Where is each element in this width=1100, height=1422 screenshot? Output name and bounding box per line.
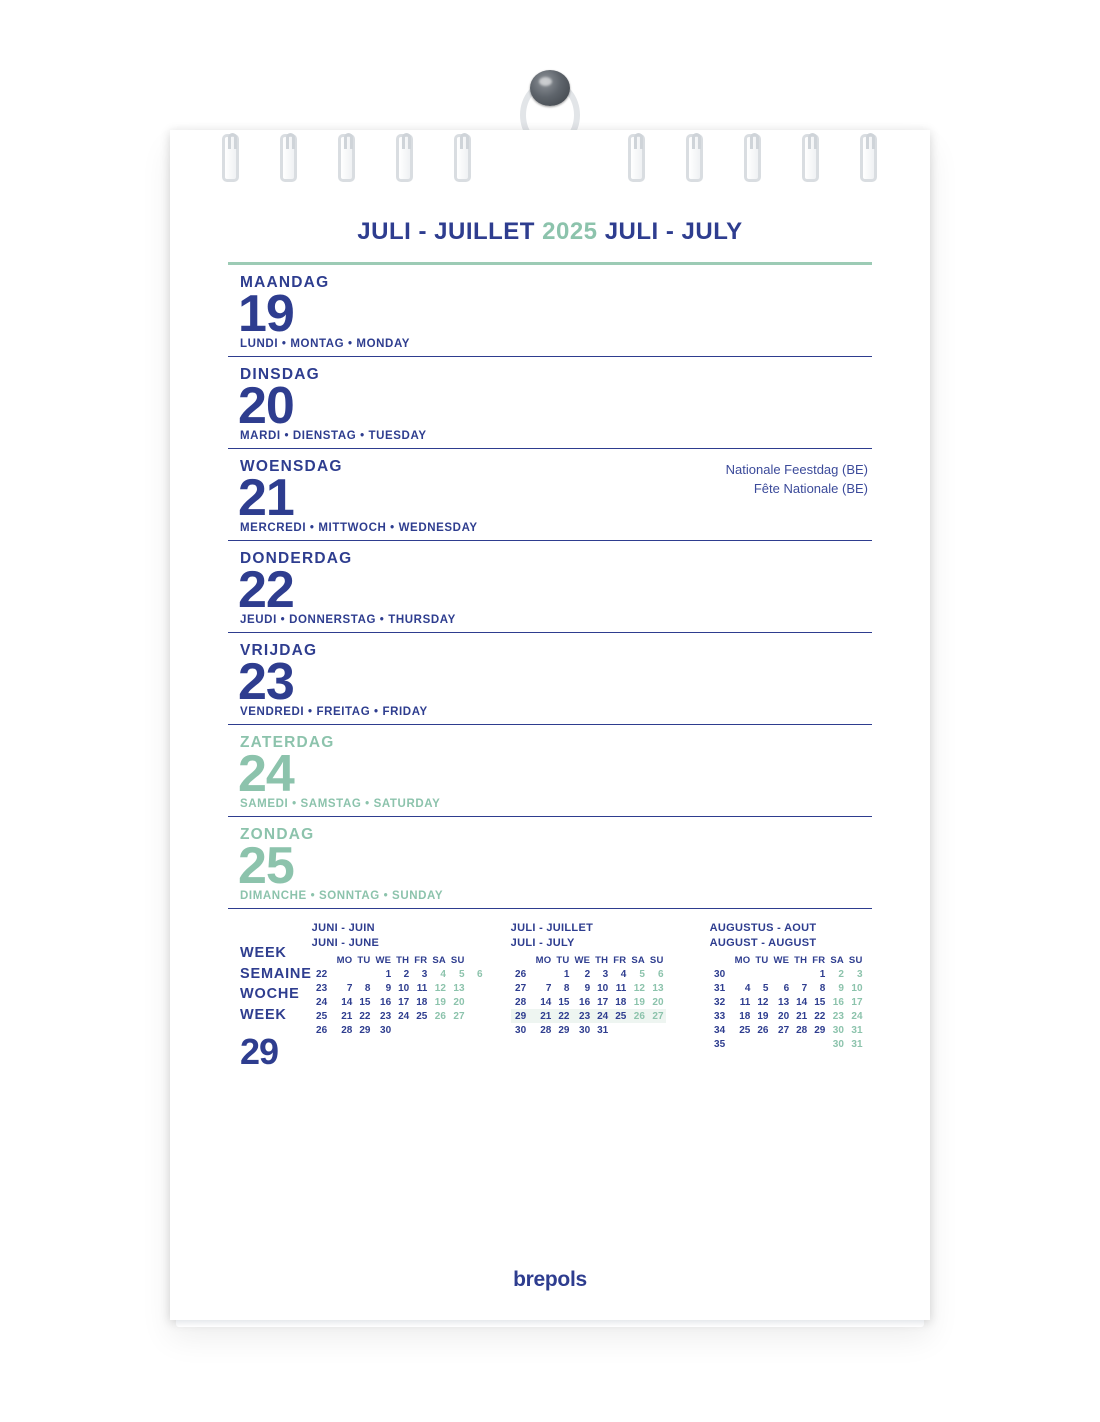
mini-day-cell: 31 <box>597 1024 609 1036</box>
week-number-block <box>228 921 312 1073</box>
mini-day-cell: 21 <box>533 1009 554 1023</box>
mini-month-title-line1: JULI - JUILLET <box>510 922 594 934</box>
mini-day-cell <box>355 967 373 981</box>
mini-day-cell <box>810 1037 828 1051</box>
calendar-content <box>170 130 930 1320</box>
mini-month-grid <box>312 953 485 1037</box>
mini-dow-header: TU <box>755 954 769 966</box>
calendar-footer <box>228 909 872 1073</box>
mini-day-cell: 6 <box>783 982 790 994</box>
mini-day-cell: 24 <box>593 1009 611 1023</box>
day-number: 19 <box>238 285 294 343</box>
mini-day-cell: 15 <box>558 996 570 1008</box>
mini-day-cell: 28 <box>341 1024 353 1036</box>
mini-day-cell: 22 <box>554 1009 572 1023</box>
mini-day-cell <box>792 1037 810 1051</box>
mini-week-row <box>710 995 865 1009</box>
week-label-nl: WEEK <box>240 945 287 961</box>
mini-day-cell: 9 <box>385 982 392 994</box>
mini-day-cell <box>647 1023 666 1037</box>
mini-day-cell: 3 <box>856 968 863 980</box>
mini-day-cell: 26 <box>757 1024 769 1036</box>
day-number: 21 <box>238 469 294 527</box>
mini-week-number: 32 <box>714 996 726 1008</box>
calendar-page <box>170 130 930 1320</box>
mini-week-col-header <box>511 953 534 967</box>
mini-week-row <box>710 1023 865 1037</box>
mini-month-grid <box>511 953 666 1037</box>
mini-day-cell: 23 <box>572 1009 593 1023</box>
mini-day-cell: 7 <box>545 982 552 994</box>
mini-day-cell: 29 <box>359 1024 371 1036</box>
day-row <box>228 817 872 909</box>
mini-week-row <box>511 1009 666 1023</box>
mini-week-row <box>312 1023 485 1037</box>
mini-day-cell: 17 <box>398 996 410 1008</box>
mini-day-cell: 12 <box>434 982 446 994</box>
mini-month-header-row <box>511 953 666 967</box>
mini-day-cell <box>771 1037 792 1051</box>
mini-day-cell: 26 <box>434 1010 446 1022</box>
mini-day-cell: 2 <box>403 968 410 980</box>
mini-day-cell: 10 <box>398 982 410 994</box>
mini-week-number: 22 <box>316 968 328 980</box>
mini-day-cell: 13 <box>652 982 664 994</box>
mini-day-cell <box>732 1037 753 1051</box>
mini-day-cell <box>430 1023 449 1037</box>
mini-day-cell <box>792 967 810 981</box>
week-label-fr: SEMAINE <box>240 965 312 982</box>
mini-week-number: 33 <box>714 1010 726 1022</box>
mini-week-row <box>312 981 485 995</box>
mini-day-cell: 19 <box>633 996 645 1008</box>
mini-day-cell: 20 <box>778 1010 790 1022</box>
mini-day-cell: 4 <box>440 968 446 980</box>
mini-week-number: 26 <box>515 968 527 980</box>
mini-week-number: 26 <box>316 1024 328 1036</box>
week-label-de: WOCHE <box>240 986 300 1003</box>
day-languages: MERCREDI • MITTWOCH • WEDNESDAY <box>240 522 478 535</box>
mini-week-row <box>710 1037 865 1051</box>
mini-week-number: 31 <box>714 982 726 994</box>
day-name: VRIJDAG <box>240 642 318 659</box>
mini-month-grid <box>710 953 865 1051</box>
brand-logo: brepols <box>513 1268 587 1291</box>
mini-day-cell: 15 <box>359 996 371 1008</box>
mini-day-cell: 18 <box>739 1010 751 1022</box>
mini-day-cell: 2 <box>584 968 591 980</box>
mini-day-cell: 20 <box>453 996 465 1008</box>
mini-month-header-row <box>710 953 865 967</box>
mini-day-cell: 9 <box>838 982 844 994</box>
mini-day-cell: 25 <box>611 1009 629 1023</box>
mini-week-number: 25 <box>316 1010 328 1022</box>
mini-week-number: 35 <box>714 1038 726 1050</box>
mini-day-cell: 19 <box>434 996 446 1008</box>
mini-day-cell: 6 <box>657 968 664 980</box>
mini-dow-header: SA <box>830 954 844 966</box>
day-row <box>228 449 872 541</box>
spiral-ring <box>860 134 877 182</box>
mini-week-row <box>710 981 865 995</box>
mini-week-number: 28 <box>515 996 527 1008</box>
mini-dow-header: FR <box>812 954 826 966</box>
mini-week-row <box>312 967 485 981</box>
mini-day-cell: 30 <box>579 1024 591 1036</box>
mini-month-title <box>511 921 686 950</box>
mini-day-cell: 28 <box>540 1024 552 1036</box>
mini-day-cell <box>753 967 771 981</box>
mini-day-cell: 6 <box>476 968 483 980</box>
mini-day-cell: 21 <box>796 1010 808 1022</box>
mini-day-cell: 18 <box>416 996 428 1008</box>
mini-day-cell: 27 <box>647 1009 666 1023</box>
mini-day-cell: 10 <box>597 982 609 994</box>
week-label-en: WEEK <box>240 1006 287 1023</box>
day-row <box>228 265 872 357</box>
spiral-ring <box>454 134 471 182</box>
mini-day-cell: 22 <box>359 1010 371 1022</box>
mini-week-row <box>710 1009 865 1023</box>
mini-day-cell: 29 <box>558 1024 570 1036</box>
mini-day-cell <box>394 1023 412 1037</box>
day-number: 20 <box>238 377 294 435</box>
mini-dow-header: MO <box>535 954 552 966</box>
mini-day-cell: 23 <box>832 1010 844 1022</box>
mini-day-cell: 26 <box>629 1009 648 1023</box>
day-number: 24 <box>238 745 294 803</box>
mini-day-cell: 24 <box>851 1010 863 1022</box>
mini-week-number: 27 <box>515 982 527 994</box>
mini-week-row <box>511 1023 666 1037</box>
mini-day-cell: 25 <box>416 1010 428 1022</box>
mini-day-cell: 10 <box>851 982 863 994</box>
mini-day-cell: 4 <box>744 982 751 994</box>
day-name: ZATERDAG <box>240 734 335 751</box>
mini-week-number: 30 <box>515 1024 527 1036</box>
mini-month-group <box>312 921 885 1073</box>
mini-day-cell <box>611 1023 629 1037</box>
mini-day-cell: 13 <box>778 996 790 1008</box>
mini-day-cell <box>533 967 554 981</box>
mini-dow-header: MO <box>336 954 353 966</box>
mini-dow-header: SU <box>450 954 465 966</box>
mini-dow-header: TH <box>396 954 410 966</box>
mini-day-cell: 21 <box>341 1010 353 1022</box>
mini-day-cell: 17 <box>851 996 863 1008</box>
spiral-ring <box>338 134 355 182</box>
mini-day-cell: 31 <box>851 1038 863 1050</box>
mini-dow-header: SU <box>649 954 664 966</box>
mini-week-number: 29 <box>511 1009 534 1023</box>
mini-day-cell: 31 <box>851 1024 863 1036</box>
mini-dow-header: SA <box>631 954 645 966</box>
day-languages: VENDREDI • FREITAG • FRIDAY <box>240 706 428 719</box>
week-number: 29 <box>240 1031 279 1073</box>
mini-day-cell: 16 <box>380 996 392 1008</box>
mini-day-cell: 14 <box>341 996 353 1008</box>
mini-day-cell: 17 <box>597 996 609 1008</box>
mini-month-july <box>511 921 686 1073</box>
mini-day-cell: 30 <box>832 1038 844 1050</box>
day-name: MAANDAG <box>240 274 330 291</box>
year-label: 2025 <box>542 218 598 245</box>
mini-day-cell: 5 <box>458 968 465 980</box>
mini-day-cell: 1 <box>563 968 570 980</box>
mini-dow-header: WE <box>574 954 591 966</box>
mini-day-cell <box>732 967 753 981</box>
day-languages: SAMEDI • SAMSTAG • SATURDAY <box>240 798 441 811</box>
spiral-ring <box>396 134 413 182</box>
mini-day-cell: 11 <box>416 982 428 994</box>
mini-day-cell: 30 <box>832 1024 844 1036</box>
spiral-ring <box>686 134 703 182</box>
spiral-binding <box>170 130 930 192</box>
week-labels <box>240 943 312 1025</box>
mini-day-cell: 7 <box>346 982 353 994</box>
day-row <box>228 357 872 449</box>
mini-day-cell: 9 <box>584 982 591 994</box>
mini-day-cell: 11 <box>615 982 627 994</box>
day-row <box>228 541 872 633</box>
mini-day-cell: 15 <box>814 996 826 1008</box>
mini-day-cell: 12 <box>757 996 769 1008</box>
mini-day-cell: 8 <box>364 982 371 994</box>
mini-day-cell: 30 <box>380 1024 392 1036</box>
mini-day-cell: 19 <box>757 1010 769 1022</box>
mini-dow-header: TU <box>357 954 371 966</box>
day-number: 22 <box>238 561 294 619</box>
mini-week-row <box>312 1009 485 1023</box>
mini-day-cell: 7 <box>801 982 808 994</box>
mini-month-title-line2: AUGUST - AUGUST <box>709 936 817 949</box>
mini-dow-header: WE <box>773 954 790 966</box>
mini-day-cell: 1 <box>385 968 392 980</box>
mini-dow-header: TU <box>556 954 570 966</box>
mini-day-cell: 20 <box>652 996 664 1008</box>
mini-month-title-line2: JULI - JULY <box>510 936 575 949</box>
mini-day-cell: 28 <box>796 1024 808 1036</box>
day-languages: LUNDI • MONTAG • MONDAY <box>240 338 411 351</box>
mini-day-cell: 29 <box>814 1024 826 1036</box>
month-title-left: JULI - JUILLET <box>357 218 535 245</box>
mini-day-cell: 27 <box>778 1024 790 1036</box>
mini-day-cell: 12 <box>633 982 645 994</box>
mini-week-col-header <box>312 953 335 967</box>
mini-dow-header: FR <box>613 954 627 966</box>
holiday-note <box>726 461 868 499</box>
mini-day-cell: 16 <box>579 996 591 1008</box>
spiral-ring <box>628 134 645 182</box>
mini-week-row <box>312 995 485 1009</box>
mini-month-title-line1: JUNI - JUIN <box>311 922 375 934</box>
mini-week-number: 24 <box>316 996 328 1008</box>
spiral-ring <box>222 134 239 182</box>
mini-day-cell <box>753 1037 771 1051</box>
mini-month-june <box>312 921 487 1073</box>
month-title-right: JULI - JULY <box>604 218 743 245</box>
mini-month-title <box>710 921 885 950</box>
mini-month-title-line2: JUNI - JUNE <box>311 936 380 949</box>
day-number: 25 <box>238 837 294 895</box>
mini-day-cell: 14 <box>796 996 808 1008</box>
mini-day-cell: 3 <box>602 968 609 980</box>
day-languages: MARDI • DIENSTAG • TUESDAY <box>240 430 427 443</box>
mini-dow-header: WE <box>375 954 392 966</box>
spiral-ring <box>744 134 761 182</box>
mini-month-title-line1: AUGUSTUS - AOUT <box>709 922 817 934</box>
spiral-ring <box>280 134 297 182</box>
mini-week-row <box>511 981 666 995</box>
mini-dow-header: TH <box>595 954 609 966</box>
mini-day-cell: 8 <box>563 982 570 994</box>
mini-day-cell: 25 <box>739 1024 751 1036</box>
mini-day-cell <box>334 967 355 981</box>
day-row <box>228 725 872 817</box>
page-bottom-edge <box>176 1320 924 1327</box>
day-name: WOENSDAG <box>240 458 343 475</box>
day-languages: DIMANCHE • SONNTAG • SUNDAY <box>240 890 444 903</box>
mini-week-number: 23 <box>316 982 328 994</box>
mini-day-cell: 11 <box>739 996 751 1008</box>
mini-week-row <box>511 995 666 1009</box>
mini-day-cell <box>412 1023 430 1037</box>
day-number: 23 <box>238 653 294 711</box>
mini-week-col-header <box>710 953 733 967</box>
mini-day-cell: 22 <box>814 1010 826 1022</box>
mini-dow-header: SA <box>432 954 446 966</box>
mini-week-number: 30 <box>714 968 726 980</box>
hanger-hole <box>488 130 606 192</box>
mini-day-cell <box>629 1023 648 1037</box>
day-name: DINSDAG <box>240 366 320 383</box>
spiral-ring <box>802 134 819 182</box>
mini-day-cell: 24 <box>398 1010 410 1022</box>
hook-knob <box>530 70 570 106</box>
mini-day-cell: 18 <box>615 996 627 1008</box>
mini-week-number: 34 <box>714 1024 726 1036</box>
mini-day-cell <box>448 1023 467 1037</box>
day-name: DONDERDAG <box>240 550 353 567</box>
mini-dow-header: TH <box>794 954 808 966</box>
holiday-note-line-fr: Fête Nationale (BE) <box>753 480 868 496</box>
mini-day-cell: 8 <box>819 982 826 994</box>
mini-day-cell: 14 <box>540 996 552 1008</box>
mini-day-cell: 1 <box>819 968 826 980</box>
mini-day-cell: 5 <box>639 968 645 980</box>
mini-day-cell: 3 <box>421 968 428 980</box>
mini-day-cell: 4 <box>620 968 627 980</box>
day-row <box>228 633 872 725</box>
mini-day-cell: 2 <box>838 968 844 980</box>
mini-day-cell: 13 <box>453 982 465 994</box>
mini-dow-header: FR <box>414 954 428 966</box>
mini-day-cell: 23 <box>380 1010 392 1022</box>
holiday-note-line-nl: Nationale Feestdag (BE) <box>725 462 868 477</box>
mini-month-august <box>710 921 885 1073</box>
mini-week-row <box>710 967 865 981</box>
mini-month-title <box>312 921 487 950</box>
mini-month-header-row <box>312 953 485 967</box>
mini-day-cell: 5 <box>762 982 769 994</box>
mini-day-cell <box>771 967 792 981</box>
mini-day-cell: 27 <box>453 1010 465 1022</box>
day-languages: JEUDI • DONNERSTAG • THURSDAY <box>240 614 456 627</box>
mini-week-row <box>511 967 666 981</box>
day-name: ZONDAG <box>240 826 315 843</box>
mini-dow-header: MO <box>734 954 751 966</box>
mini-dow-header: SU <box>848 954 863 966</box>
mini-day-cell: 16 <box>832 996 844 1008</box>
